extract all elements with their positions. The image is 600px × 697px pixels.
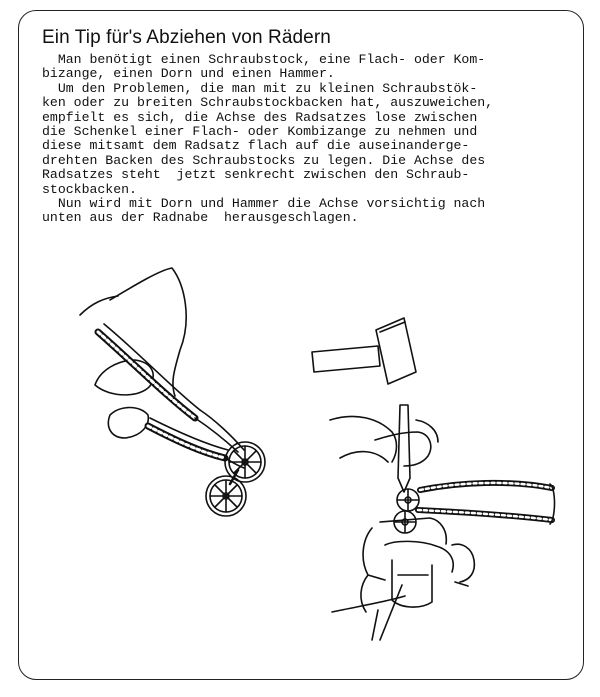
text-line: diese mitsamt dem Radsatz flach auf die auseinanderge- xyxy=(42,138,470,154)
text-line: empfielt es sich, die Achse des Radsatzes lose zwischen xyxy=(42,109,478,125)
text-line: Um den Problemen, die man mit zu kleinen Schraubstök- xyxy=(42,80,478,96)
text-line: die Schenkel einer Flach- oder Kombizange zu nehmen und xyxy=(42,124,478,140)
text-line: unten aus der Radnabe herausgeschlagen. xyxy=(42,210,359,226)
text-line: stockbacken. xyxy=(42,181,137,197)
text-line: bizange, einen Dorn und einen Hammer. xyxy=(42,66,335,82)
text-line: drehten Backen des Schraubstocks zu legen. Die Achse des xyxy=(42,152,486,168)
text-line: Radsatzes steht jetzt senkrecht zwischen den Schraub- xyxy=(42,167,470,183)
text-line: Man benötigt einen Schraubstock, eine Flach- oder Kom- xyxy=(42,52,486,67)
text-line: Nun wird mit Dorn und Hammer die Achse vorsichtig nach xyxy=(42,196,486,212)
text-line: ken oder zu breiten Schraubstockbacken hat, auszuweichen, xyxy=(42,95,494,111)
hand-holding-pliers-with-wheelset-icon xyxy=(80,268,265,516)
article-title: Ein Tip für's Abziehen von Rädern xyxy=(42,27,331,48)
hammer-punch-vise-wheelset-icon xyxy=(312,318,555,640)
